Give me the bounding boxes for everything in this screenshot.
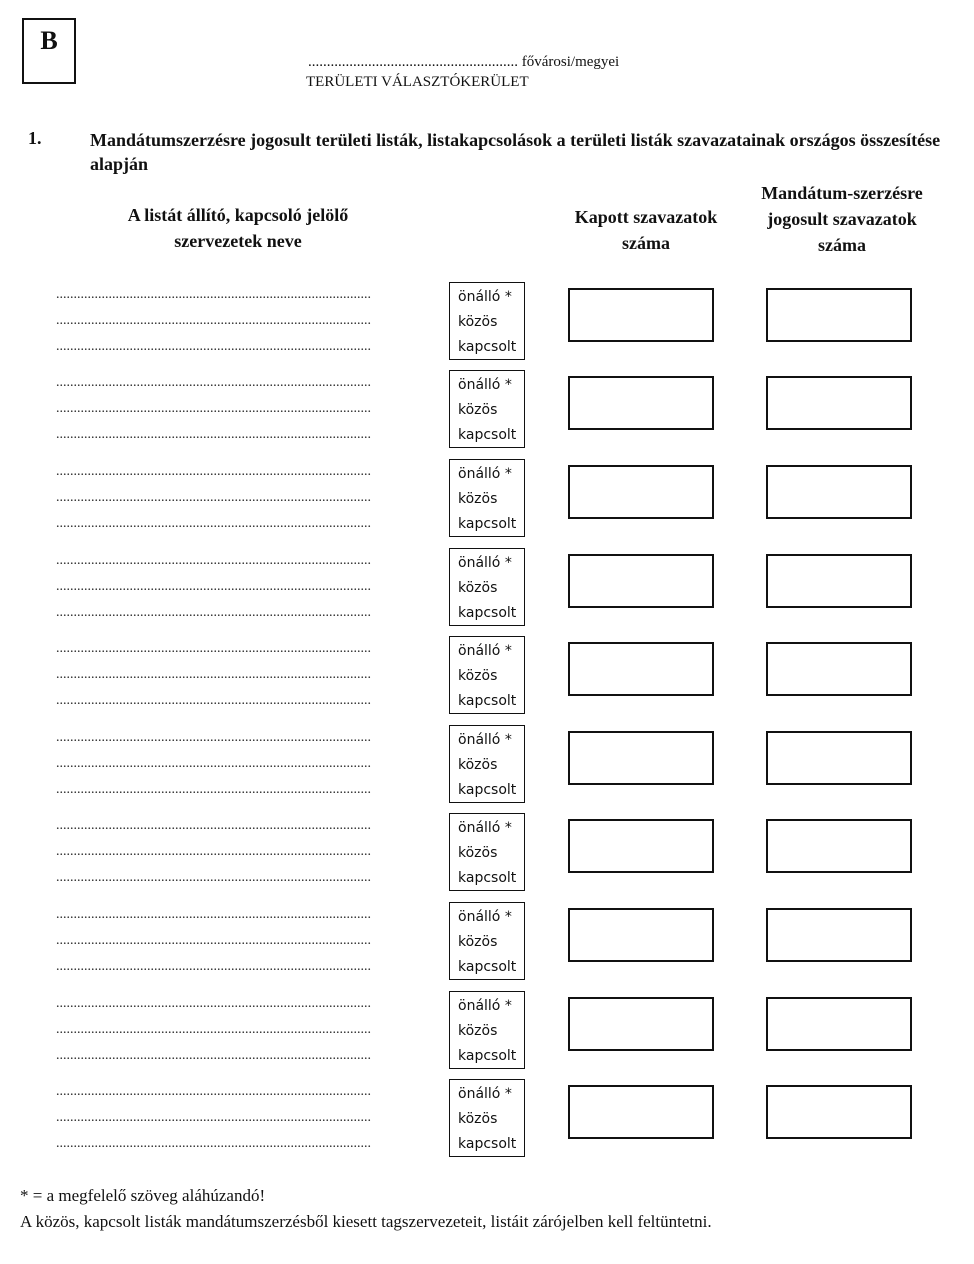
organization-name-line[interactable]: ..........................................................................................: [56, 402, 371, 416]
received-votes-field[interactable]: [568, 465, 714, 519]
list-row: [0, 991, 974, 1071]
organization-name-line[interactable]: ..........................................................................................: [56, 1111, 371, 1125]
organization-name-line[interactable]: ..........................................................................................: [56, 376, 371, 390]
list-row: [0, 1079, 974, 1159]
received-votes-field[interactable]: [568, 819, 714, 873]
organization-name-line[interactable]: ..........................................................................................: [56, 819, 371, 833]
column-header-organizations: A listát állító, kapcsoló jelölő szervezetek neve: [127, 205, 349, 251]
type-option-joint[interactable]: közös: [458, 1111, 498, 1127]
organization-name-line[interactable]: ..........................................................................................: [56, 934, 371, 948]
organization-name-line[interactable]: ..........................................................................................: [56, 1137, 371, 1151]
column-header-eligible-votes: Mandátum-szerzésre jogosult szavazatok száma: [761, 183, 923, 255]
type-option-independent[interactable]: önálló *: [458, 998, 512, 1014]
eligible-votes-field[interactable]: [766, 819, 912, 873]
eligible-votes-field[interactable]: [766, 288, 912, 342]
organization-name-line[interactable]: ..........................................................................................: [56, 997, 371, 1011]
type-option-linked[interactable]: kapcsolt: [458, 605, 517, 621]
eligible-votes-field[interactable]: [766, 642, 912, 696]
list-row: [0, 725, 974, 805]
received-votes-field[interactable]: [568, 288, 714, 342]
organization-name-line[interactable]: ..........................................................................................: [56, 1085, 371, 1099]
list-type-box: [449, 370, 525, 448]
type-option-independent[interactable]: önálló *: [458, 466, 512, 482]
organization-name-line[interactable]: ..........................................................................................: [56, 580, 371, 594]
organization-name-line[interactable]: ..........................................................................................: [56, 491, 371, 505]
type-option-linked[interactable]: kapcsolt: [458, 516, 517, 532]
list-type-box: [449, 902, 525, 980]
organization-name-line[interactable]: ..........................................................................................: [56, 908, 371, 922]
organization-name-line[interactable]: ..........................................................................................: [56, 668, 371, 682]
footer-note: A közös, kapcsolt listák mandátumszerzésből kiesett tagszervezeteit, listáit zárójelben kell feltüntetni.: [20, 1212, 712, 1231]
eligible-votes-field[interactable]: [766, 731, 912, 785]
form-letter: B: [22, 18, 76, 84]
list-type-box: [449, 282, 525, 360]
list-type-box: [449, 459, 525, 537]
type-option-joint[interactable]: közös: [458, 402, 498, 418]
list-row: [0, 902, 974, 982]
type-option-independent[interactable]: önálló *: [458, 643, 512, 659]
type-option-linked[interactable]: kapcsolt: [458, 1048, 517, 1064]
organization-name-line[interactable]: ..........................................................................................: [56, 288, 371, 302]
type-option-linked[interactable]: kapcsolt: [458, 782, 517, 798]
organization-name-line[interactable]: ..........................................................................................: [56, 517, 371, 531]
received-votes-field[interactable]: [568, 376, 714, 430]
list-type-box: [449, 813, 525, 891]
organization-name-line[interactable]: ..........................................................................................: [56, 554, 371, 568]
organization-name-line[interactable]: ..........................................................................................: [56, 1049, 371, 1063]
eligible-votes-field[interactable]: [766, 465, 912, 519]
list-row: [0, 548, 974, 628]
type-option-joint[interactable]: közös: [458, 845, 498, 861]
type-option-independent[interactable]: önálló *: [458, 555, 512, 571]
organization-name-line[interactable]: ..........................................................................................: [56, 960, 371, 974]
list-type-box: [449, 725, 525, 803]
received-votes-field[interactable]: [568, 1085, 714, 1139]
organization-name-line[interactable]: ..........................................................................................: [56, 340, 371, 354]
list-row: [0, 282, 974, 362]
type-option-independent[interactable]: önálló *: [458, 820, 512, 836]
organization-name-line[interactable]: ..........................................................................................: [56, 642, 371, 656]
organization-name-line[interactable]: ..........................................................................................: [56, 694, 371, 708]
type-option-joint[interactable]: közös: [458, 580, 498, 596]
eligible-votes-field[interactable]: [766, 554, 912, 608]
received-votes-field[interactable]: [568, 642, 714, 696]
type-option-linked[interactable]: kapcsolt: [458, 427, 517, 443]
list-type-box: [449, 548, 525, 626]
footnote: * = a megfelelő szöveg aláhúzandó!: [20, 1186, 266, 1205]
type-option-joint[interactable]: közös: [458, 668, 498, 684]
type-option-independent[interactable]: önálló *: [458, 289, 512, 305]
type-option-linked[interactable]: kapcsolt: [458, 693, 517, 709]
eligible-votes-field[interactable]: [766, 1085, 912, 1139]
list-type-box: [449, 991, 525, 1069]
type-option-joint[interactable]: közös: [458, 757, 498, 773]
eligible-votes-field[interactable]: [766, 997, 912, 1051]
section-title: Mandátumszerzésre jogosult területi listák, listakapcsolások a területi listák szavazatainak országos összesítése alapján: [90, 130, 941, 174]
type-option-joint[interactable]: közös: [458, 934, 498, 950]
type-option-joint[interactable]: közös: [458, 314, 498, 330]
received-votes-field[interactable]: [568, 554, 714, 608]
type-option-joint[interactable]: közös: [458, 491, 498, 507]
organization-name-line[interactable]: ..........................................................................................: [56, 731, 371, 745]
type-option-linked[interactable]: kapcsolt: [458, 870, 517, 886]
organization-name-line[interactable]: ..........................................................................................: [56, 845, 371, 859]
section-number: 1.: [28, 128, 42, 148]
organization-name-line[interactable]: ..........................................................................................: [56, 1023, 371, 1037]
type-option-independent[interactable]: önálló *: [458, 909, 512, 925]
list-type-box: [449, 1079, 525, 1157]
type-option-independent[interactable]: önálló *: [458, 732, 512, 748]
list-row: [0, 459, 974, 539]
list-row: [0, 813, 974, 893]
type-option-linked[interactable]: kapcsolt: [458, 1136, 517, 1152]
type-option-independent[interactable]: önálló *: [458, 1086, 512, 1102]
received-votes-field[interactable]: [568, 997, 714, 1051]
received-votes-field[interactable]: [568, 908, 714, 962]
type-option-linked[interactable]: kapcsolt: [458, 339, 517, 355]
type-option-independent[interactable]: önálló *: [458, 377, 512, 393]
type-option-linked[interactable]: kapcsolt: [458, 959, 517, 975]
received-votes-field[interactable]: [568, 731, 714, 785]
organization-name-line[interactable]: ..........................................................................................: [56, 783, 371, 797]
eligible-votes-field[interactable]: [766, 376, 912, 430]
list-type-box: [449, 636, 525, 714]
organization-name-line[interactable]: ..........................................................................................: [56, 428, 371, 442]
list-row: [0, 636, 974, 716]
column-header-received-votes: Kapott szavazatok száma: [574, 207, 718, 253]
list-row: [0, 370, 974, 450]
organization-name-line[interactable]: ..........................................................................................: [56, 757, 371, 771]
district-title: TERÜLETI VÁLASZTÓKERÜLET: [306, 74, 529, 90]
district-name-line: ........................................................ fővárosi/megyei: [308, 54, 620, 70]
type-option-joint[interactable]: közös: [458, 1023, 498, 1039]
eligible-votes-field[interactable]: [766, 908, 912, 962]
organization-name-line[interactable]: ..........................................................................................: [56, 871, 371, 885]
organization-name-line[interactable]: ..........................................................................................: [56, 314, 371, 328]
organization-name-line[interactable]: ..........................................................................................: [56, 606, 371, 620]
organization-name-line[interactable]: ..........................................................................................: [56, 465, 371, 479]
